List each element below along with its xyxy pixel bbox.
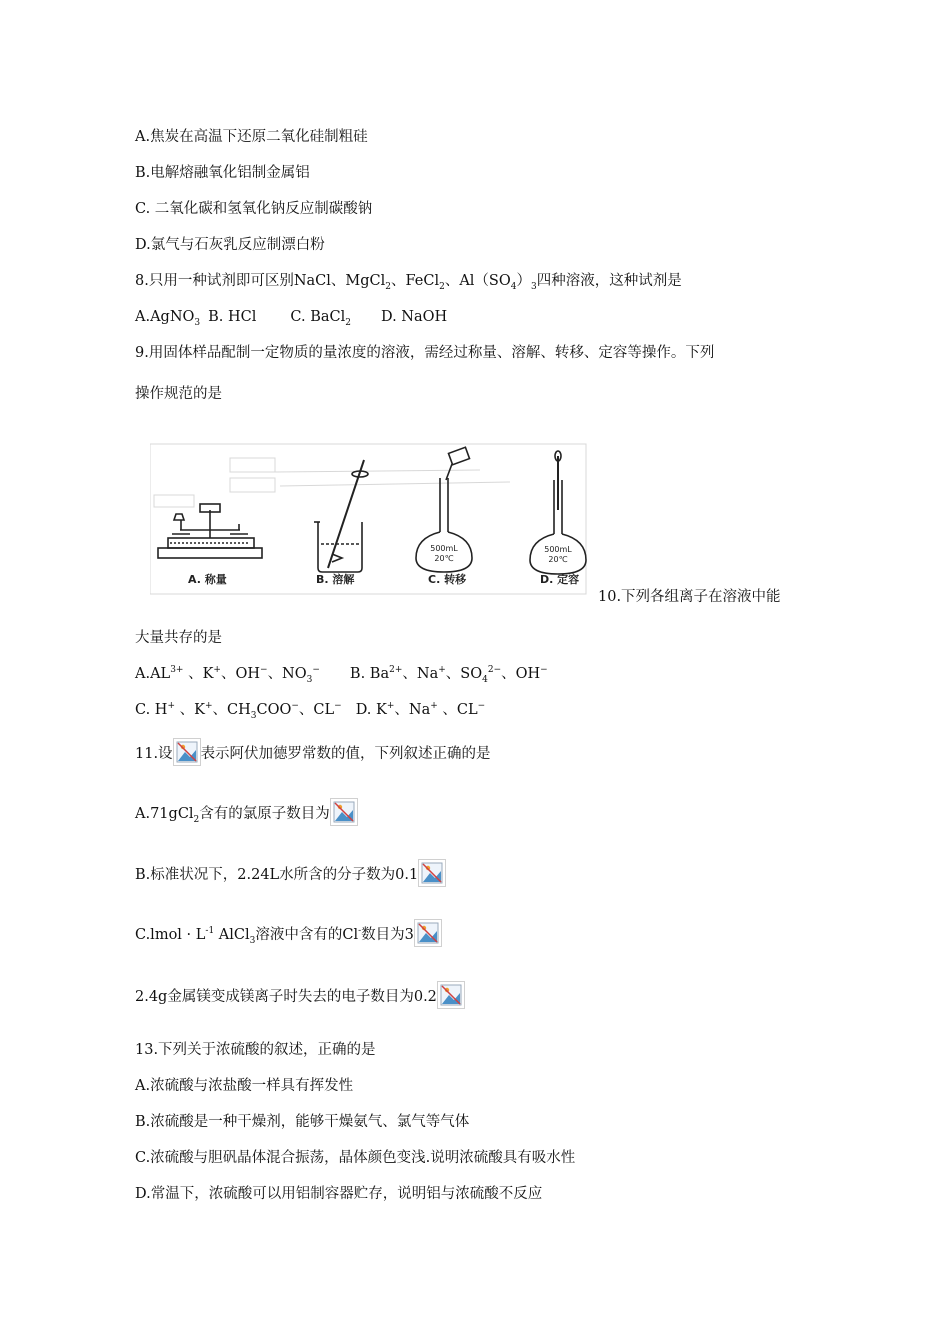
broken-image-icon: [437, 981, 465, 1009]
q10-stem-line1: 10.下列各组离子在溶液中能: [598, 589, 781, 605]
figure-caption-c: C. 转移: [428, 573, 467, 586]
broken-image-icon: [173, 738, 201, 766]
q10-option-c: C. H+ 、K+、$CH_3COO^-$、CL−: [135, 701, 342, 721]
figure-caption-b: B. 溶解: [316, 573, 355, 586]
q8-options: [135, 307, 447, 327]
q8-stem: 8.只用一种试剂即可区别NaCl、MgCl$_2$、FeCl$_2$、$Al(SO_4)_3$四种溶液，这种试剂是: [135, 273, 682, 292]
q7-option-b: B.电解熔融氧化铝制金属铝: [135, 165, 310, 181]
q10-options-cd: [135, 700, 485, 720]
q13-stem: 13.下列关于浓硫酸的叙述，正确的是: [135, 1042, 376, 1058]
figure-caption-d: D. 定容: [540, 573, 580, 586]
faded-background-scan: [150, 444, 586, 594]
q10-option-b: B. $Ba^{2+}$、Na+、$SO_4^{2-}$、OH−: [349, 665, 548, 685]
flask-c-volume: 500mL: [430, 544, 458, 553]
broken-image-icon: [418, 859, 446, 887]
q11-option-c: C.lmol · $L^{-1}$ AlCl$_3$溶液中含有的Cl-数目为3: [135, 919, 442, 947]
balance-diagram: [158, 504, 262, 558]
q10-stem-line2: 大量共存的是: [135, 630, 222, 646]
q8-option-b: B. HCl: [208, 309, 257, 325]
q7-option-d: D.氯气与石灰乳反应制漂白粉: [135, 237, 325, 253]
q11-option-b: B.标准状况下，2.24L水所含的分子数为0.1: [135, 859, 446, 887]
flask-d-volume: 500mL: [544, 545, 572, 554]
broken-image-icon: [330, 798, 358, 826]
q13-option-d: D.常温下，浓硫酸可以用铝制容器贮存，说明铝与浓硫酸不反应: [135, 1186, 543, 1202]
q13-option-b: B.浓硫酸是一种干燥剂，能够干燥氨气、氯气等气体: [135, 1114, 470, 1130]
q7-option-c: C. 二氧化碳和氢氧化钠反应制碳酸钠: [135, 201, 373, 217]
q11-option-d: 2.4g金属镁变成镁离子时失去的电子数目为0.2: [135, 981, 465, 1009]
q11-option-a: A.71gCl$_2$含有的氯原子数目为: [135, 798, 358, 826]
q9-stem-line2: 操作规范的是: [135, 386, 222, 402]
flask-d-temp: 20℃: [548, 555, 568, 564]
q13-option-a: A.浓硫酸与浓盐酸一样具有挥发性: [135, 1078, 354, 1094]
q9-stem-line1: 9.用固体样品配制一定物质的量浓度的溶液，需经过称量、溶解、转移、定容等操作。下列: [135, 345, 715, 361]
q8-option-c: C. BaCl$_2$: [290, 309, 351, 328]
q13-option-c: C.浓硫酸与胆矾晶体混合振荡，晶体颜色变浅.说明浓硫酸具有吸水性: [135, 1150, 576, 1166]
q11-stem: 11.设 表示阿伏加德罗常数的值，下列叙述正确的是: [135, 738, 491, 766]
beaker-diagram: [314, 460, 368, 572]
q10-option-a: $A.AL^{3+}$ 、K+、OH−、$NO_3^-$: [135, 665, 320, 685]
q7-option-a: A.焦炭在高温下还原二氧化硅制粗硅: [135, 129, 368, 145]
figure-caption-a: A. 称量: [188, 573, 227, 586]
q8-option-a: A.AgNO$_3$: [135, 309, 201, 328]
lab-operations-figure: [150, 440, 590, 600]
flask-c-temp: 20℃: [434, 554, 454, 563]
broken-image-icon: [414, 919, 442, 947]
q10-options-ab: [135, 664, 548, 684]
q10-option-d: D. K+、Na+ 、CL−: [355, 701, 486, 718]
q8-option-d: D. NaOH: [380, 309, 448, 325]
